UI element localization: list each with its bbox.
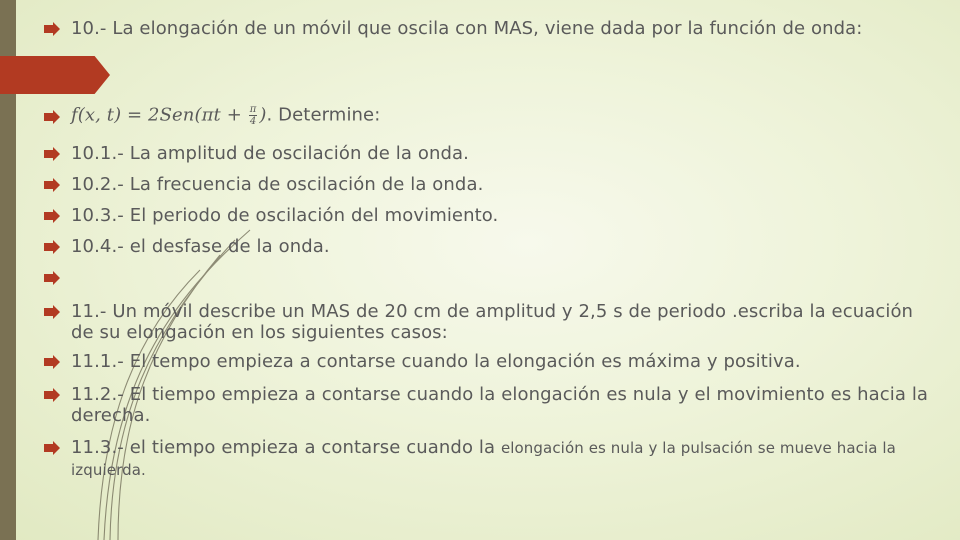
list-item-text: 10.2.- La frecuencia de oscilación de la onda.: [71, 174, 484, 195]
list-item-text: 10.- La elongación de un móvil que oscila con MAS, viene dada por la función de onda:: [71, 18, 863, 39]
arrow-right-bullet-icon: [44, 240, 60, 254]
arrow-right-bullet-icon: [44, 209, 60, 223]
list-item-text: 10.1.- La amplitud de oscilación de la onda.: [71, 143, 469, 164]
list-item-text-mixed: 11.3.- el tiempo empieza a contarse cuando la elongación es nula y la pulsación se mueve hacia la izquierda.: [71, 437, 896, 479]
arrow-right-bullet-icon: [44, 147, 60, 161]
formula-fraction: $\frac{\pi}{4}$: [249, 104, 257, 127]
arrow-right-bullet-icon: [44, 110, 60, 124]
arrow-right-bullet-icon: [44, 441, 60, 455]
arrow-right-bullet-icon: [44, 305, 60, 319]
list-item-text: 11.- Un móvil describe un MAS de 20 cm de amplitud y 2,5 s de periodo .escriba la ecuación de su elongación en los siguientes casos:: [71, 301, 914, 343]
arrow-right-bullet-icon: [44, 355, 60, 369]
formula-tail: . Determine:: [266, 104, 381, 126]
list-item-text: 11.2.- El tiempo empieza a contarse cuando la elongación es nula y el movimiento es hacia la derecha.: [71, 384, 929, 426]
arrow-right-bullet-icon: [44, 271, 60, 285]
formula-line: f(x, t) = 2Sen(πt + $\frac{\pi}{4}$ ). Determine:: [71, 104, 381, 127]
wave-formula: f(x, t) = 2Sen(πt +: [71, 104, 248, 126]
list-item-text: 10.4.- el desfase de la onda.: [71, 236, 330, 257]
list-item-text: 10.3.- El periodo de oscilación del movimiento.: [71, 205, 499, 226]
list-item-text: 11.1.- El tempo empieza a contarse cuando la elongación es máxima y positiva.: [71, 351, 801, 372]
arrow-right-bullet-icon: [44, 22, 60, 36]
arrow-right-bullet-icon: [44, 388, 60, 402]
arrow-right-bullet-icon: [44, 178, 60, 192]
